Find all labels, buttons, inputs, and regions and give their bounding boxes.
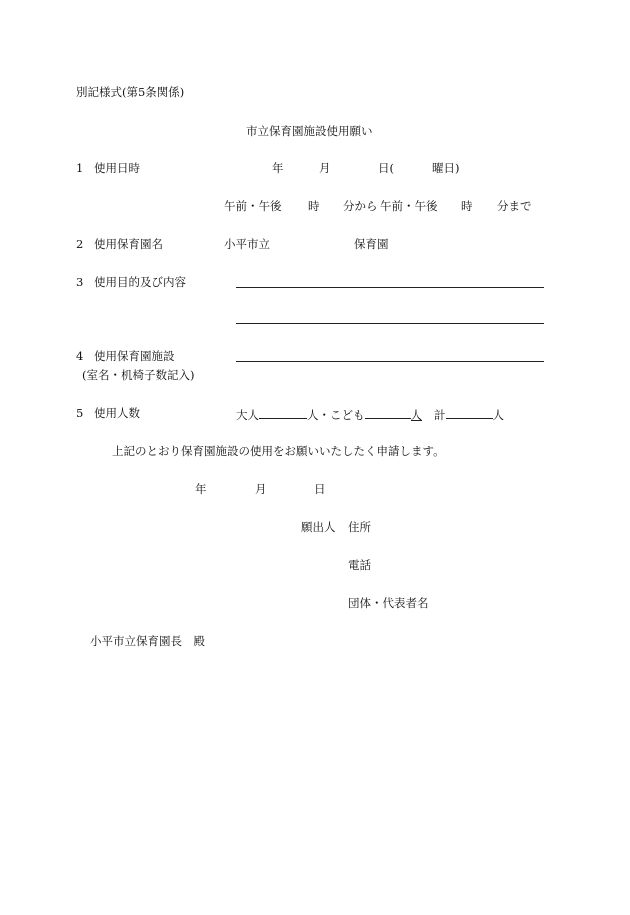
item3-number: 3: [76, 275, 84, 289]
total-label: 計: [434, 408, 446, 422]
form-reference: 別記様式(第5条関係): [76, 85, 185, 99]
item1-number: 1: [76, 161, 84, 175]
item2-suffix: 保育園: [354, 237, 389, 251]
adults-label: 大人: [236, 408, 259, 422]
item1-weekday: 曜日): [432, 161, 460, 175]
form-title: 市立保育園施設使用願い: [246, 124, 373, 138]
purpose-line-2: [236, 323, 544, 324]
item1-start-ampm: 午前・午後: [224, 199, 282, 213]
item1-label: 使用日時: [94, 161, 140, 175]
item2-number: 2: [76, 237, 84, 251]
item1-month: 月: [319, 161, 331, 175]
item1-end-ampm: 午前・午後: [380, 199, 438, 213]
addressee: 小平市立保育園長 殿: [90, 634, 205, 648]
item4-number: 4: [76, 349, 84, 363]
item2-label: 使用保育園名: [94, 237, 163, 251]
people-count-row: [236, 406, 504, 422]
application-statement: 上記のとおり保育園施設の使用をお願いいたしたく申請します。: [112, 444, 445, 458]
adults-blank: [259, 406, 307, 419]
item2-prefix: 小平市立: [224, 237, 270, 251]
date-year: 年: [195, 482, 207, 496]
item1-start-hour: 時: [308, 199, 320, 213]
children-blank: [365, 406, 411, 419]
item1-start-minute: 分から: [343, 199, 378, 213]
adults-unit-children-label: 人・こども: [307, 408, 365, 422]
purpose-line-1: [236, 287, 544, 288]
item3-label: 使用目的及び内容: [94, 275, 186, 289]
item1-end-minute: 分まで: [497, 199, 532, 213]
item4-label: 使用保育園施設: [94, 349, 175, 363]
children-unit: 人: [410, 408, 422, 422]
applicant-label: 願出人: [301, 520, 336, 534]
item1-end-hour: 時: [461, 199, 473, 213]
date-month: 月: [255, 482, 267, 496]
item1-year: 年: [272, 161, 284, 175]
total-unit: 人: [492, 408, 504, 422]
applicant-representative-label: 団体・代表者名: [348, 596, 429, 610]
total-blank: [446, 406, 493, 419]
item4-note: (室名・机椅子数記入): [82, 368, 195, 382]
item1-day: 日(: [378, 161, 394, 175]
facility-line: [236, 361, 544, 362]
date-day: 日: [314, 482, 326, 496]
item5-label: 使用人数: [94, 406, 140, 420]
applicant-address-label: 住所: [348, 520, 371, 534]
item5-number: 5: [76, 406, 84, 420]
applicant-phone-label: 電話: [348, 558, 371, 572]
